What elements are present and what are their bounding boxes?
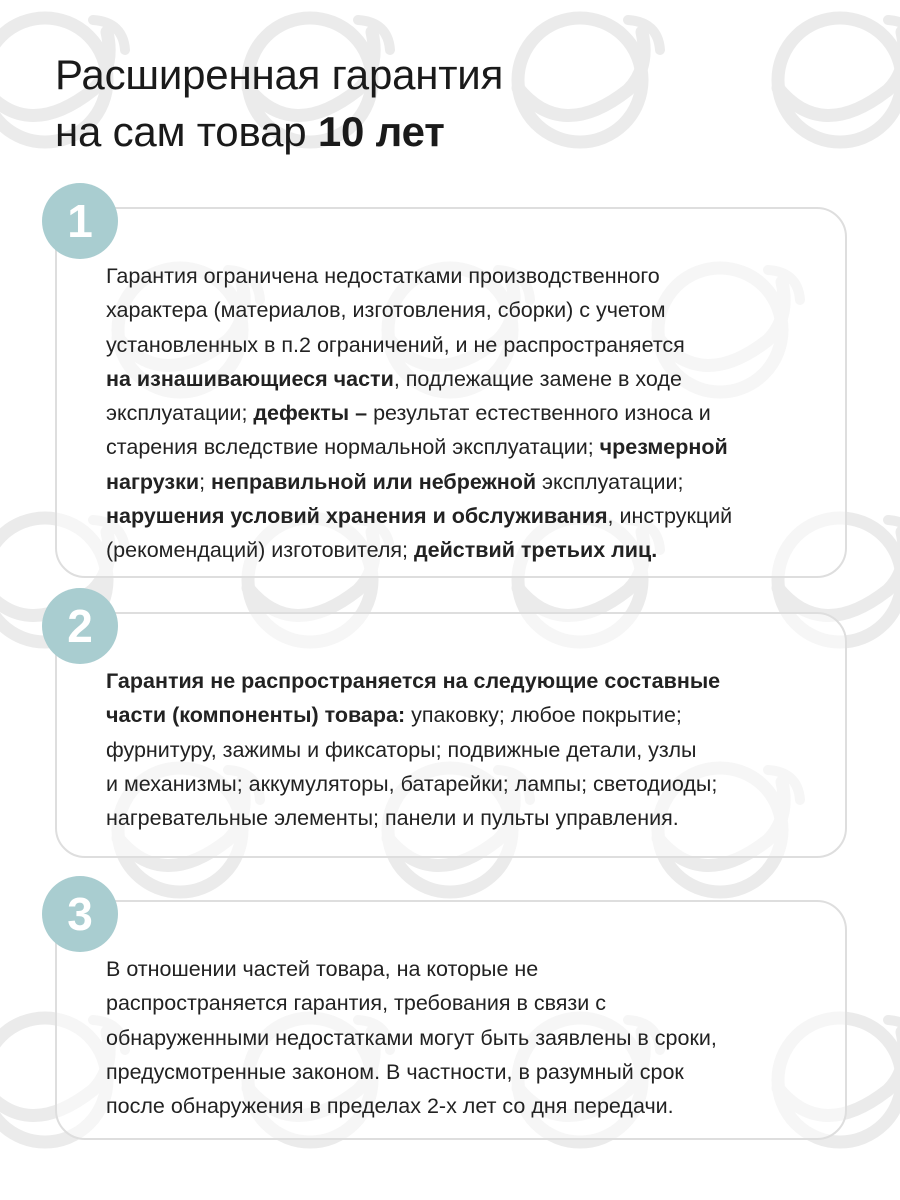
title-line-1: Расширенная гарантия — [55, 51, 504, 98]
warranty-card-2 — [55, 600, 847, 858]
body-text: обнаруженными недостатками могут быть заявлены в сроки, — [106, 1025, 717, 1050]
warranty-card-1 — [55, 195, 847, 578]
body-text: (рекомендаций) изготовителя; — [106, 538, 414, 563]
body-text: фурнитуру, зажимы и фиксаторы; подвижные детали, узлы — [106, 737, 697, 762]
warranty-card-3 — [55, 888, 847, 1140]
card-3-text — [106, 952, 825, 1123]
body-text: характера (материалов, изготовления, сборки) с учетом — [106, 298, 666, 323]
emphasis-text: на изнашивающиеся части — [106, 366, 394, 391]
emphasis-text: Гарантия не распространяется на следующие составные — [106, 669, 721, 693]
emphasis-text: дефекты – — [253, 401, 374, 426]
title-emphasis: 10 лет — [317, 108, 445, 155]
body-text: предусмотренные законом. В частности, в разумный срок — [106, 1059, 684, 1084]
body-text: и механизмы; аккумуляторы, батарейки; лампы; светодиоды; — [106, 771, 718, 796]
body-text: распространяется гарантия, требования в связи с — [106, 991, 607, 1016]
step-badge-1: 1 — [42, 183, 118, 259]
emphasis-text: действий третьих лиц. — [413, 538, 658, 563]
step-badge-2: 2 — [42, 588, 118, 664]
body-text: эксплуатации; — [106, 401, 254, 426]
emphasis-text: нагрузки — [106, 469, 200, 494]
emphasis-text: нарушения условий хранения и обслуживания — [106, 504, 608, 529]
body-text: упаковку; любое покрытие; — [405, 703, 682, 728]
card-1-text — [106, 259, 825, 568]
page-title — [55, 46, 503, 160]
body-text: эксплуатации; — [536, 469, 684, 494]
body-text: ; — [199, 469, 212, 494]
body-text: после обнаружения в пределах 2-х лет со дня передачи. — [106, 1094, 674, 1119]
body-text: , подлежащие замене в ходе — [393, 366, 682, 391]
emphasis-text: неправильной или небрежной — [211, 469, 537, 494]
emphasis-text: чрезмерной — [599, 435, 728, 460]
body-text: нагревательные элементы; панели и пульты управления. — [106, 806, 679, 831]
body-text: результат естественного износа и — [373, 401, 711, 426]
body-text: установленных в п.2 ограничений, и не распространяется — [106, 332, 685, 357]
emphasis-text: части (компоненты) товара: — [106, 703, 406, 728]
body-text: старения вследствие нормальной эксплуатации; — [106, 435, 600, 460]
card-2-text — [106, 664, 825, 835]
body-text: Гарантия ограничена недостатками производственного — [106, 264, 660, 288]
body-text: В отношении частей товара, на которые не — [106, 957, 539, 981]
step-badge-3: 3 — [42, 876, 118, 952]
body-text: , инструкций — [607, 504, 733, 529]
title-line-2: на сам товар — [55, 108, 318, 155]
